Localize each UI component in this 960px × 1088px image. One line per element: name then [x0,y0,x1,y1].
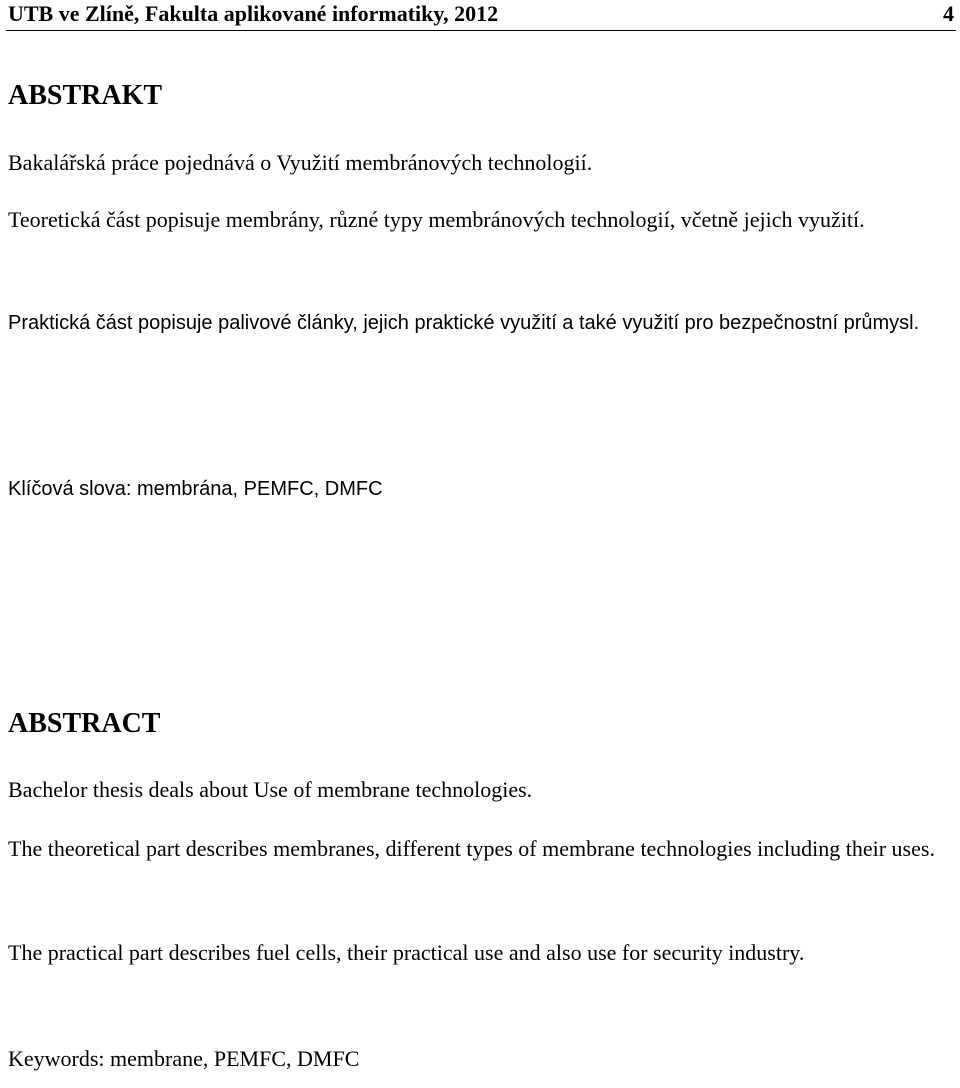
abstrakt-paragraph-2: Teoretická část popisuje membrány, různé typy membránových technologií, včetně jejich využití. [8,207,865,232]
abstrakt-heading: ABSTRAKT [8,80,163,111]
page-header [6,0,956,31]
abstrakt-keywords: Klíčová slova: membrána, PEMFC, DMFC [8,478,383,500]
abstract-paragraph-3: The practical part describes fuel cells, their practical use and also use for security industry. [8,940,805,965]
page-number: 4 [943,1,954,26]
abstrakt-paragraph-3: Praktická část popisuje palivové články, jejich praktické využití a také využití pro bezpečnostní průmysl. [8,312,920,334]
abstract-heading: ABSTRACT [8,708,161,739]
header-title: UTB ve Zlíně, Fakulta aplikované informatiky, 2012 [8,1,499,26]
abstract-paragraph-2: The theoretical part describes membranes, different types of membrane technologies including their uses. [8,836,935,861]
abstrakt-paragraph-1: Bakalářská práce pojednává o Využití membránových technologií. [8,150,593,175]
abstract-keywords: Keywords: membrane, PEMFC, DMFC [8,1046,360,1071]
abstract-paragraph-1: Bachelor thesis deals about Use of membrane technologies. [8,777,533,802]
